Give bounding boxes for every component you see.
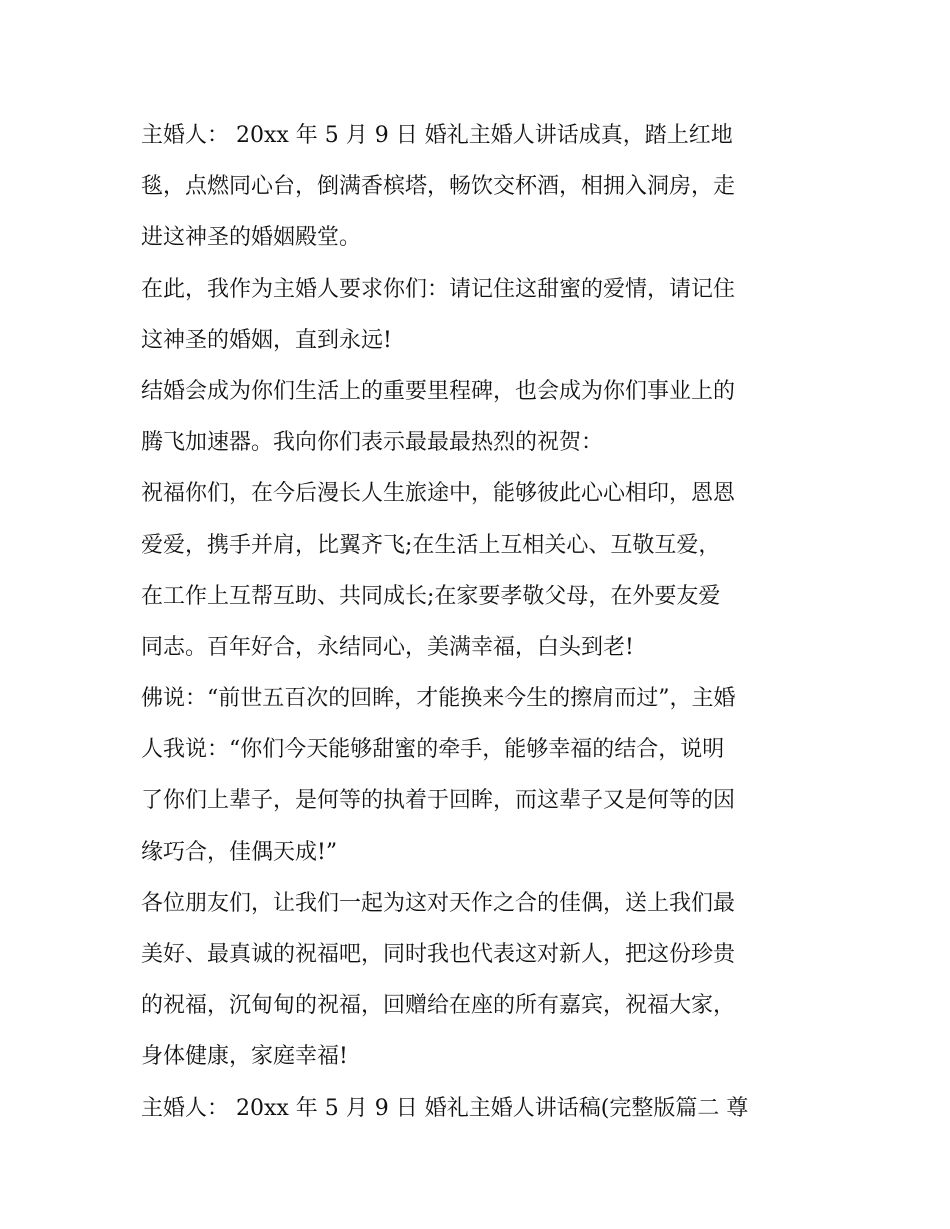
text-line: 人我说：“你们今天能够甜蜜的牵手，能够幸福的结合，说明: [141, 737, 725, 763]
text-line: 毯，点燃同心台，倒满香槟塔，畅饮交杯酒，相拥入洞房，走: [141, 174, 736, 200]
text-line: 美好、最真诚的祝福吧，同时我也代表这对新人，把这份珍贵: [141, 942, 736, 967]
text-line: 缘巧合，佳偶天成!”: [141, 839, 338, 865]
text-line: 佛说：“前世五百次的回眸，才能换来今生的擦肩而过”，主婚: [141, 686, 736, 712]
text-line: 主婚人： 20xx 年 5 月 9 日 婚礼主婚人讲话成真，踏上红地: [141, 123, 733, 148]
text-line: 进这神圣的婚姻殿堂。: [141, 225, 362, 251]
text-line: 爱爱，携手并肩，比翼齐飞;在生活上互相关心、互敬互爱，: [141, 532, 721, 558]
text-line: 了你们上辈子，是何等的执着于回眸，而这辈子又是何等的因: [141, 788, 736, 814]
text-line: 同志。百年好合，永结同心，美满幸福，白头到老!: [141, 634, 634, 660]
text-line: 在工作上互帮互助、共同成长;在家要孝敬父母，在外要友爱: [141, 583, 721, 609]
text-line: 腾飞加速器。我向你们表示最最最热烈的祝贺：: [141, 430, 604, 456]
text-line: 结婚会成为你们生活上的重要里程碑，也会成为你们事业上的: [141, 378, 736, 404]
text-line: 在此，我作为主婚人要求你们：请记住这甜蜜的爱情，请记住: [141, 276, 736, 302]
text-line: 祝福你们，在今后漫长人生旅途中，能够彼此心心相印，恩恩: [141, 481, 736, 507]
text-line: 身体健康，家庭幸福!: [141, 1044, 348, 1070]
text-line: 主婚人： 20xx 年 5 月 9 日 婚礼主婚人讲话稿(完整版篇二 尊: [141, 1095, 749, 1121]
text-line: 的祝福，沉甸甸的祝福，回赠给在座的所有嘉宾，祝福大家，: [141, 993, 736, 1019]
document-body: [141, 110, 821, 1134]
text-line: 各位朋友们，让我们一起为这对天作之合的佳偶，送上我们最: [141, 890, 736, 916]
text-line: 这神圣的婚姻，直到永远!: [141, 327, 392, 353]
